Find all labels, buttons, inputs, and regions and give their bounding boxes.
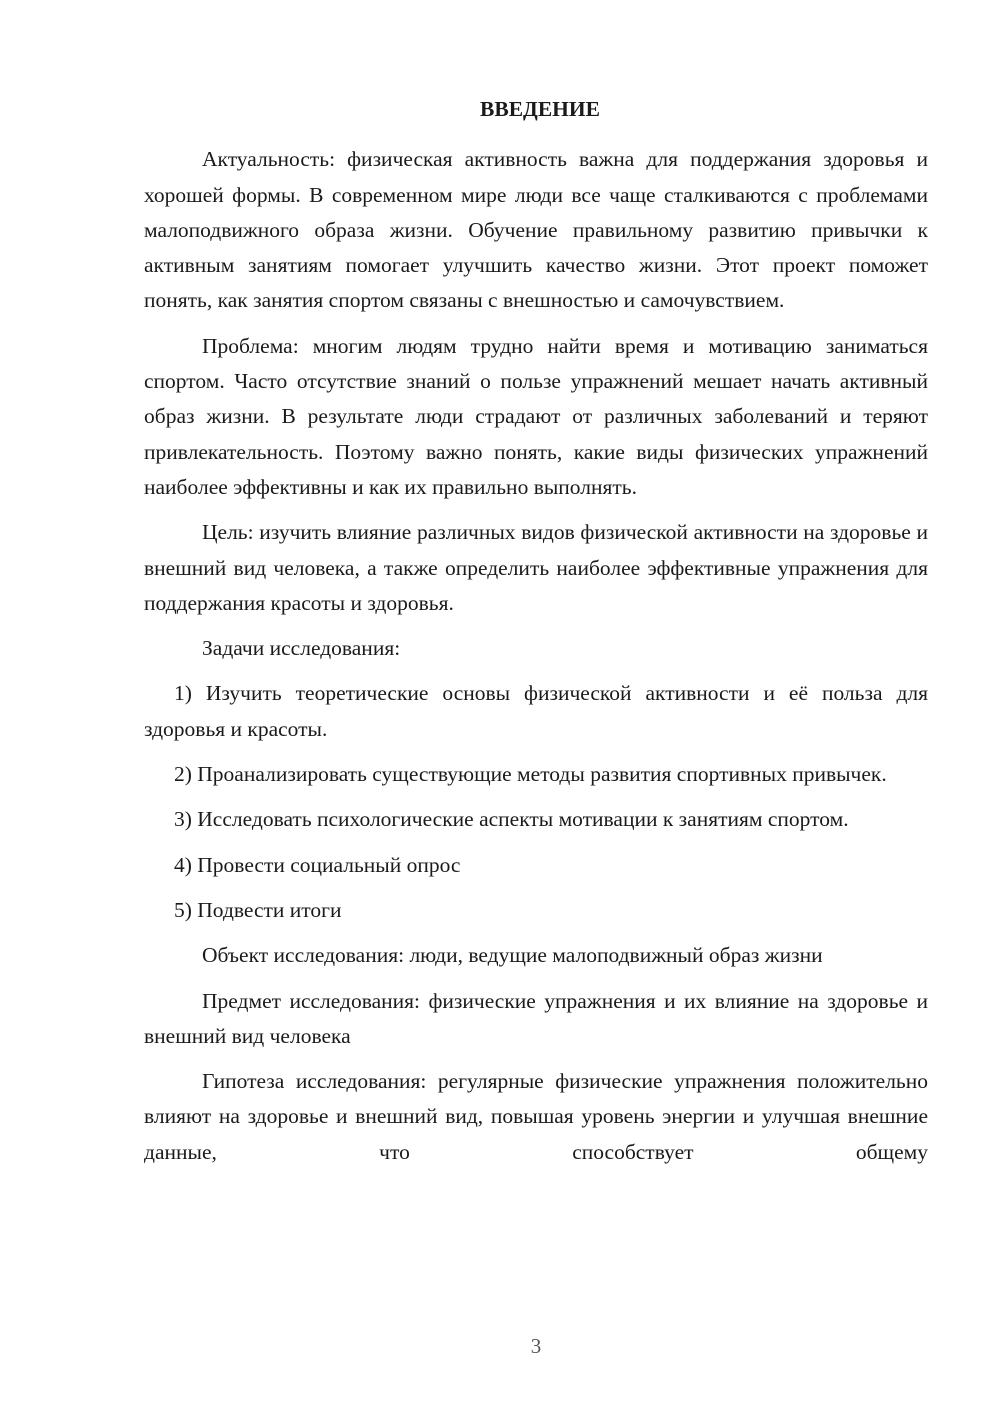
paragraph-object: Объект исследования: люди, ведущие малоподвижный образ жизни	[202, 943, 823, 968]
tasks-heading: Задачи исследования:	[202, 636, 401, 661]
paragraph-relevance: Актуальность: физическая активность важна для поддержания здоровья и хорошей формы. В современном мире люди все чаще сталкиваются с проблемами малоподвижного образа жизни. Обучение правильному развитию привычки к активным занятиям помогает улучшить качество жизни. Этот проект поможет понять, как занятия спортом связаны с внешностью и самочувствием.	[144, 147, 928, 313]
paragraph-goal: Цель: изучить влияние различных видов физической активности на здоровье и внешний вид человека, а также определить наиболее эффективные упражнения для поддержания красоты и здоровья.	[144, 520, 928, 615]
document-page	[144, 92, 928, 1180]
task-item-5: 5) Подвести итоги	[174, 897, 342, 922]
task-item-3: 3) Исследовать психологические аспекты мотивации к занятиям спортом.	[174, 807, 849, 832]
page-number: 3	[530, 1334, 542, 1358]
task-item-4: 4) Провести социальный опрос	[174, 852, 461, 877]
paragraph-problem: Проблема: многим людям трудно найти время и мотивацию заниматься спортом. Часто отсутствие знаний о пользе упражнений мешает начать активный образ жизни. В результате люди страдают от различных заболеваний и теряют привлекательность. Поэтому важно понять, какие виды физических упражнений наиболее эффективны и как их правильно выполнять.	[144, 333, 928, 499]
paragraph-subject: Предмет исследования: физические упражнения и их влияние на здоровье и внешний вид человека	[144, 988, 928, 1048]
section-title: ВВЕДЕНИЕ	[480, 97, 600, 121]
paragraph-hypothesis: Гипотеза исследования: регулярные физические упражнения положительно влияют на здоровье и внешний вид, повышая уровень энергии и улучшая внешние данные, что способствует общему	[144, 1069, 928, 1164]
task-item-1: 1) Изучить теоретические основы физической активности и её польза для здоровья и красоты.	[144, 681, 928, 741]
task-item-2: 2) Проанализировать существующие методы развития спортивных привычек.	[174, 762, 887, 787]
